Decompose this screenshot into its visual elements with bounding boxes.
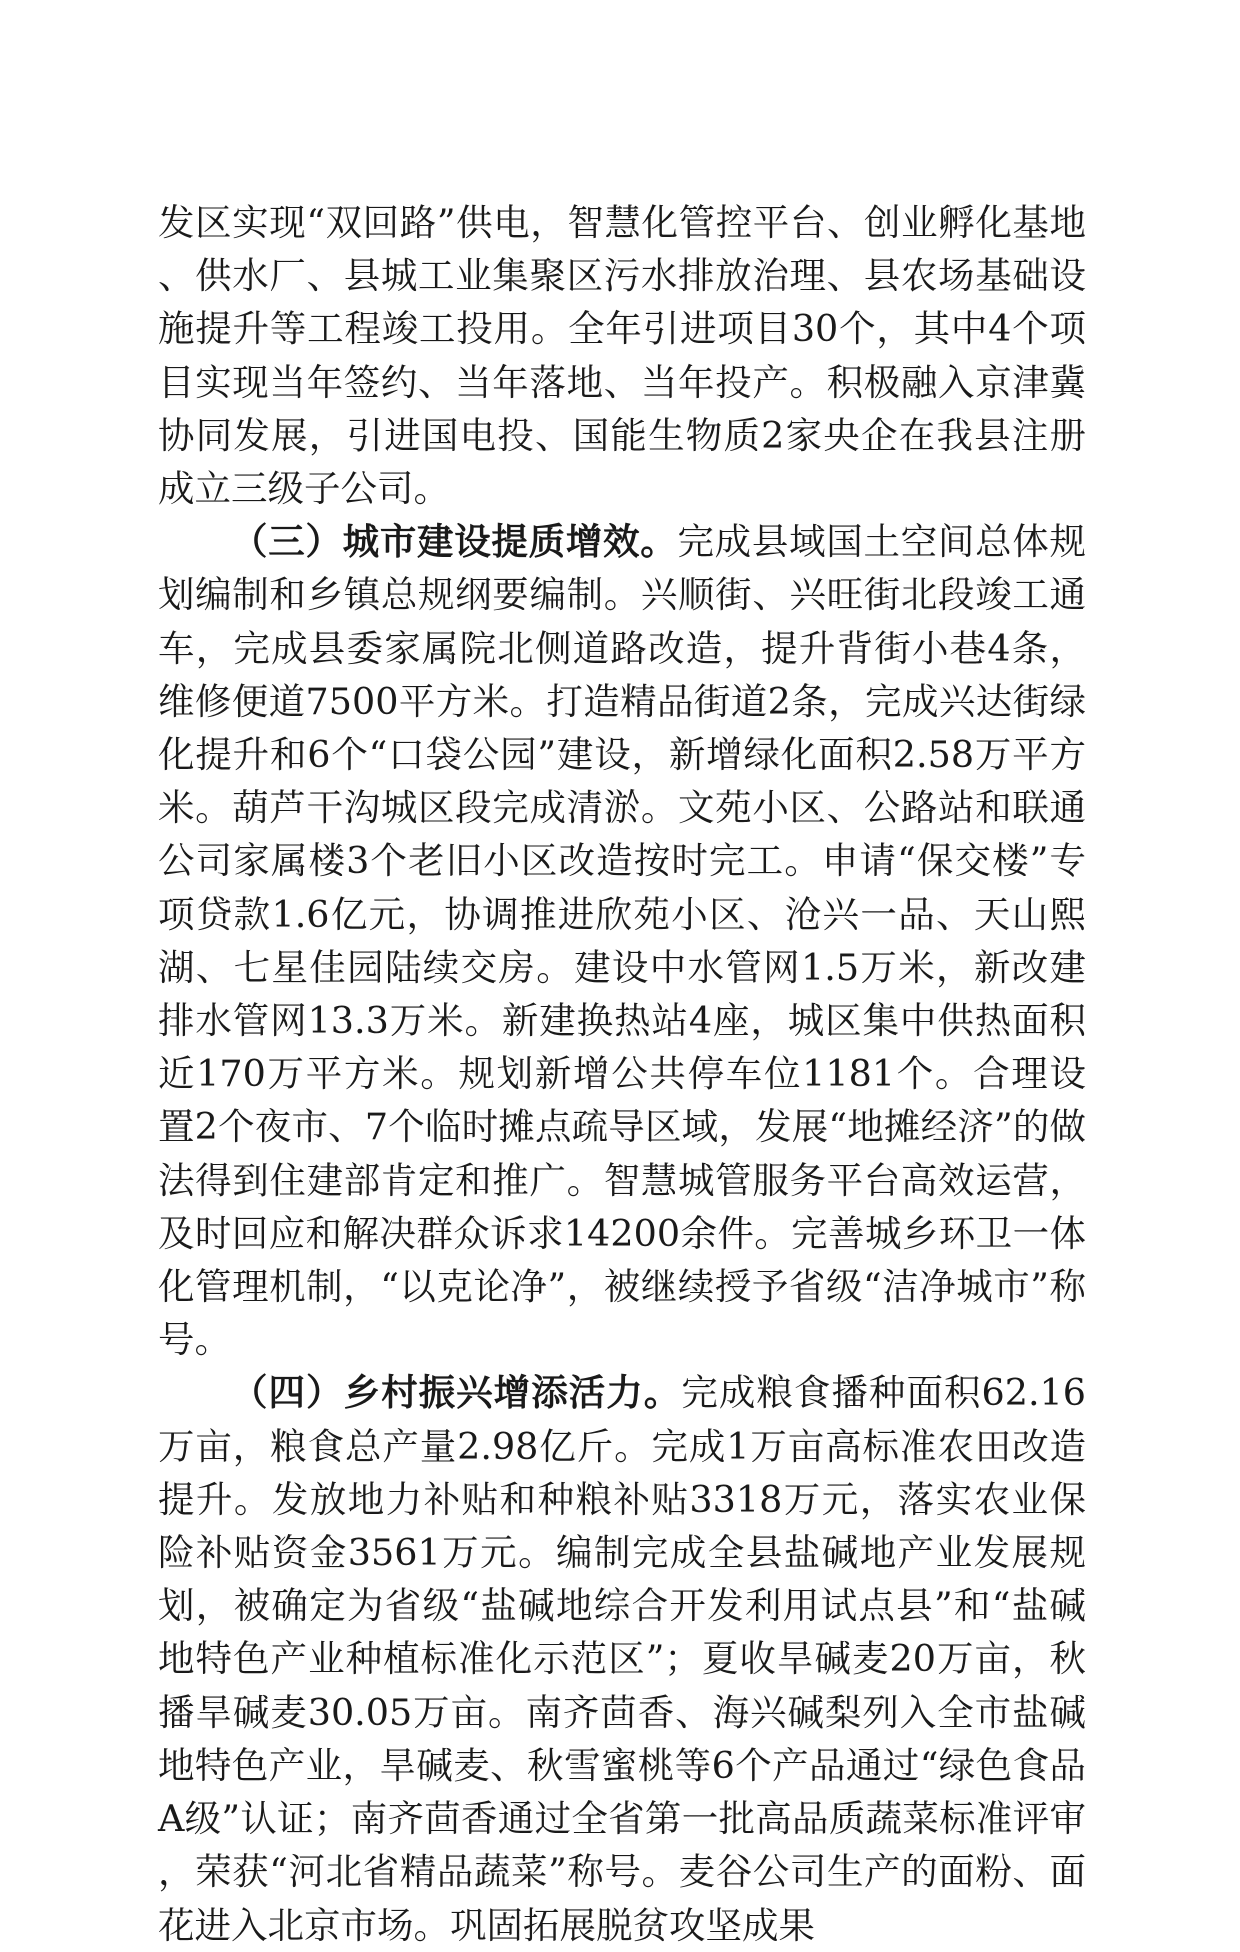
- section-heading-urban-construction: （三）城市建设提质增效。: [231, 520, 678, 564]
- body-text: [158, 196, 1086, 1952]
- paragraph-urban-construction: [158, 515, 1086, 1366]
- paragraph-text: 发区实现“双回路”供电，智慧化管控平台、创业孵化基地、供水厂、县城工业集聚区污水排放治理、县农场基础设施提升等工程竣工投用。全年引进项目30个，其中4个项目实现当年签约、当年落地、当年投产。积极融入京津冀协同发展，引进国电投、国能生物质2家央企在我县注册成立三级子公司。: [158, 201, 1086, 511]
- paragraph-continuation: [158, 196, 1086, 515]
- paragraph-text: 完成县域国土空间总体规划编制和乡镇总规纲要编制。兴顺街、兴旺街北段竣工通车，完成县委家属院北侧道路改造，提升背街小巷4条，维修便道7500平方米。打造精品街道2条，完成兴达街绿化提升和6个“口袋公园”建设，新增绿化面积2.58万平方米。葫芦干沟城区段完成清淤。文苑小区、公路站和联通公司家属楼3个老旧小区改造按时完工。申请“保交楼”专项贷款1.6亿元，协调推进欣苑小区、沧兴一品、天山熙湖、七星佳园陆续交房。建设中水管网1.5万米，新改建排水管网13.3万米。新建换热站4座，城区集中供热面积近170万平方米。规划新增公共停车位1181个。合理设置2个夜市、7个临时摊点疏导区域，发展“地摊经济”的做法得到住建部肯定和推广。智慧城管服务平台高效运营，及时回应和解决群众诉求14200余件。完善城乡环卫一体化管理机制，“以克论净”，被继续授予省级“洁净城市”称号。: [158, 520, 1087, 1362]
- paragraph-text: 完成粮食播种面积62.16万亩，粮食总产量2.98亿斤。完成1万亩高标准农田改造提升。发放地力补贴和种粮补贴3318万元，落实农业保险补贴资金3561万元。编制完成全县盐碱地产业发展规划，被确定为省级“盐碱地综合开发利用试点县”和“盐碱地特色产业种植标准化示范区”；夏收旱碱麦20万亩，秋播旱碱麦30.05万亩。南齐茴香、海兴碱梨列入全市盐碱地特色产业，旱碱麦、秋雪蜜桃等6个产品通过“绿色食品A级”认证；南齐茴香通过全省第一批高品质蔬菜标准评审，荣获“河北省精品蔬菜”称号。麦谷公司生产的面粉、面花进入北京市场。巩固拓展脱贫攻坚成果: [158, 1371, 1087, 1947]
- section-heading-rural-revitalization: （四）乡村振兴增添活力。: [231, 1371, 682, 1415]
- paragraph-rural-revitalization: [158, 1366, 1086, 1951]
